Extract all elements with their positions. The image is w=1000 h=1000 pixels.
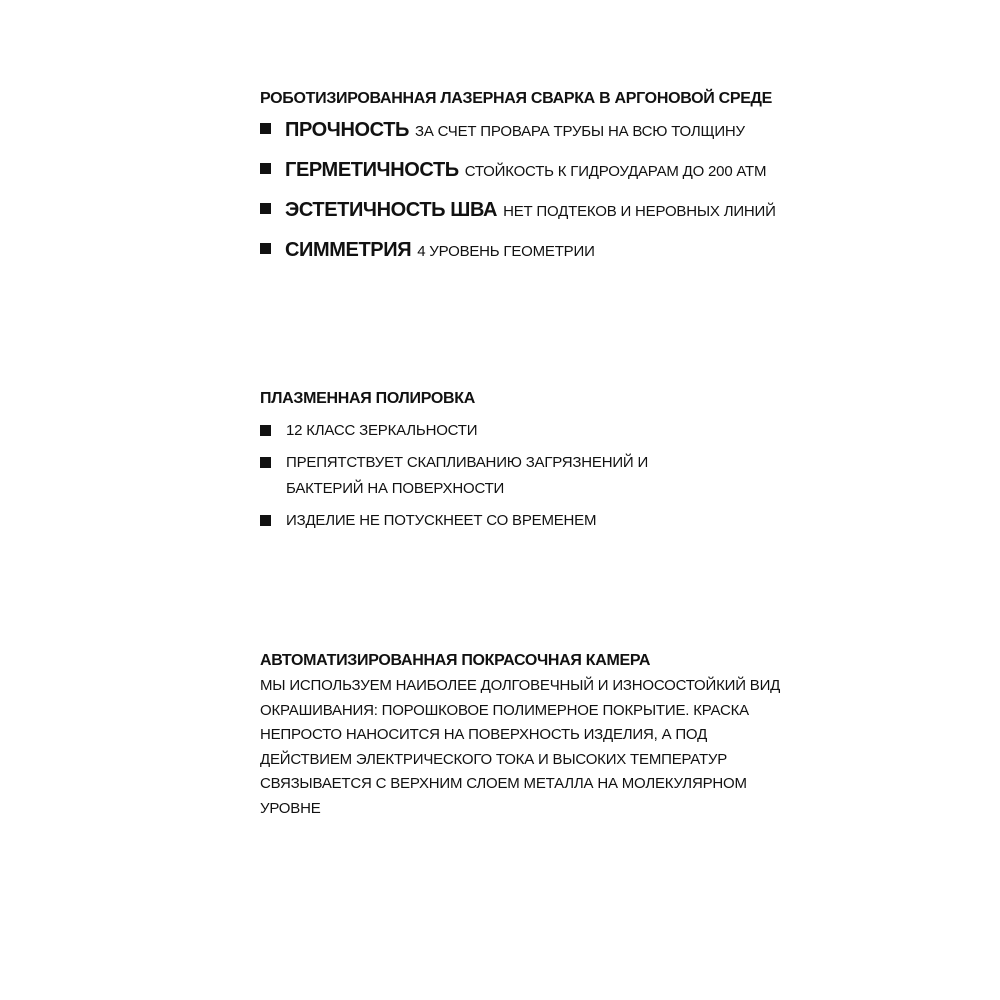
feature-term: ГЕРМЕТИЧНОСТЬ xyxy=(285,159,459,181)
polishing-section xyxy=(260,388,860,540)
square-bullet-icon xyxy=(260,515,271,526)
list-item xyxy=(260,157,860,197)
list-item xyxy=(260,418,860,444)
feature-term: ПРОЧНОСТЬ xyxy=(285,119,409,141)
feature-description: ЗА СЧЕТ ПРОВАРА ТРУБЫ НА ВСЮ ТОЛЩИНУ xyxy=(415,123,745,140)
feature-description: 4 УРОВЕНЬ ГЕОМЕТРИИ xyxy=(417,243,595,260)
square-bullet-icon xyxy=(260,457,271,468)
feature-term: ЭСТЕТИЧНОСТЬ ШВА xyxy=(285,199,498,221)
feature-text: ИЗДЕЛИЕ НЕ ПОТУСКНЕЕТ СО ВРЕМЕНЕМ xyxy=(286,512,597,529)
square-bullet-icon xyxy=(260,163,271,174)
feature-description: СТОЙКОСТЬ К ГИДРОУДАРАМ ДО 200 АТМ xyxy=(464,163,767,180)
polishing-title: ПЛАЗМЕННАЯ ПОЛИРОВКА xyxy=(260,390,475,407)
polishing-features-list xyxy=(260,418,860,534)
feature-term: СИММЕТРИЯ xyxy=(285,239,412,261)
square-bullet-icon xyxy=(260,243,271,254)
feature-text: 12 КЛАСС ЗЕРКАЛЬНОСТИ xyxy=(286,422,478,439)
welding-title: РОБОТИЗИРОВАННАЯ ЛАЗЕРНАЯ СВАРКА В АРГОНОВОЙ СРЕДЕ xyxy=(260,90,773,107)
welding-section xyxy=(260,88,860,277)
painting-title: АВТОМАТИЗИРОВАННАЯ ПОКРАСОЧНАЯ КАМЕРА xyxy=(260,652,651,669)
painting-description: МЫ ИСПОЛЬЗУЕМ НАИБОЛЕЕ ДОЛГОВЕЧНЫЙ И ИЗНОСОСТОЙКИЙ ВИД ОКРАШИВАНИЯ: ПОРОШКОВОЕ ПОЛИМЕРНОЕ ПОКРЫТИЕ. КРАСКА НЕПРОСТО НАНОСИТСЯ НА ПОВЕРХНОСТЬ ИЗДЕЛИЯ, А ПОД ДЕЙСТВИЕМ ЭЛЕКТРИЧЕСКОГО ТОКА И ВЫСОКИХ ТЕМПЕРАТУР СВЯЗЫВАЕТСЯ С ВЕРХНИМ СЛОЕМ МЕТАЛЛА НА МОЛЕКУЛЯРНОМ УРОВНЕ xyxy=(260,677,781,817)
list-item xyxy=(260,117,860,157)
list-item xyxy=(260,508,860,534)
painting-section xyxy=(260,650,860,821)
feature-text: ПРЕПЯТСТВУЕТ СКАПЛИВАНИЮ ЗАГРЯЗНЕНИЙ И БАКТЕРИЙ НА ПОВЕРХНОСТИ xyxy=(286,454,649,497)
square-bullet-icon xyxy=(260,425,271,436)
list-item xyxy=(260,237,860,277)
welding-features-list xyxy=(260,117,860,277)
square-bullet-icon xyxy=(260,203,271,214)
square-bullet-icon xyxy=(260,123,271,134)
feature-description: НЕТ ПОДТЕКОВ И НЕРОВНЫХ ЛИНИЙ xyxy=(503,203,776,220)
list-item xyxy=(260,197,860,237)
list-item xyxy=(260,450,860,502)
